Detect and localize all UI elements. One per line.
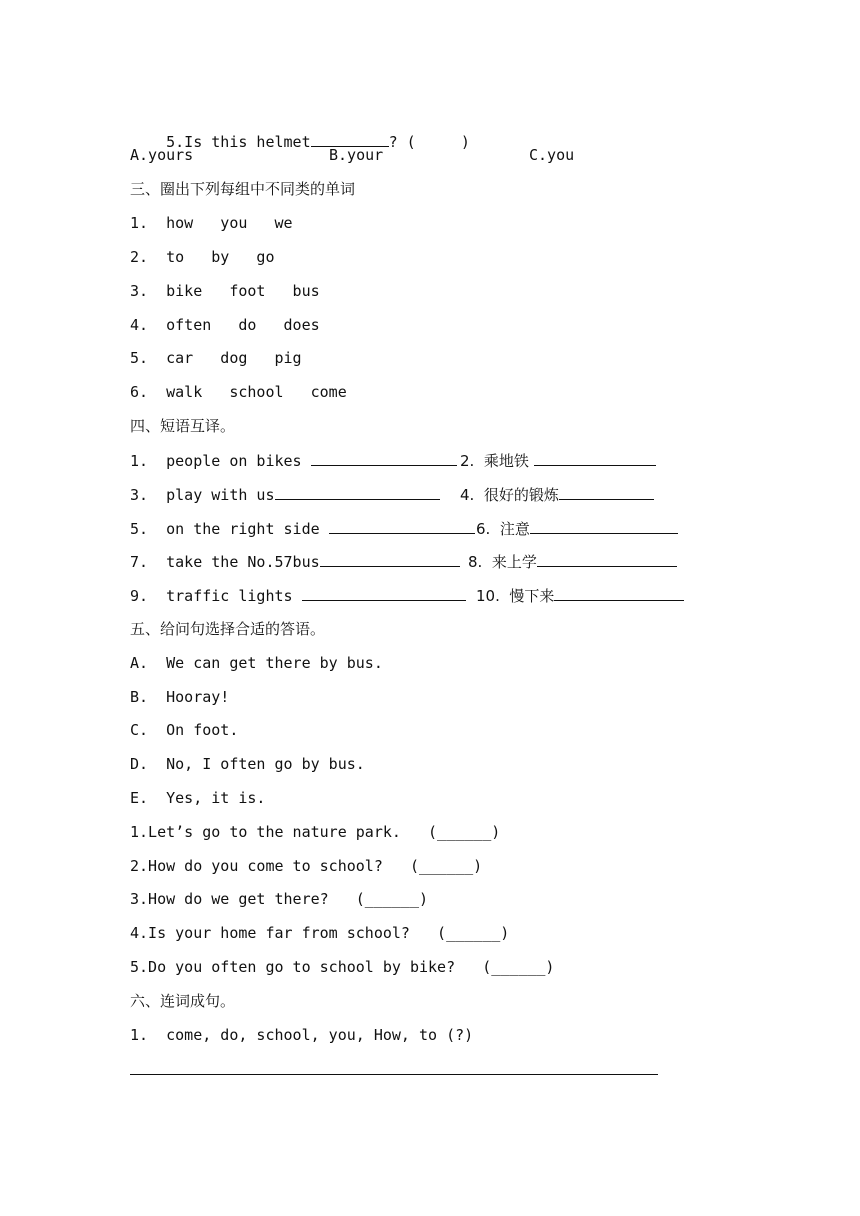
phrase-left: 1. people on bikes (130, 450, 457, 470)
answer-blank[interactable] (329, 518, 475, 534)
section-3-title: 三、圈出下列每组中不同类的单词 (130, 180, 356, 198)
answer-blank[interactable] (320, 551, 460, 567)
option-a: A.yours (130, 146, 194, 164)
question-item: 3.How do we get there? (______) (130, 890, 429, 908)
phrase-right: 6. 注意 (476, 518, 678, 538)
answer-blank[interactable] (311, 450, 457, 466)
phrase-left: 9. traffic lights (130, 585, 466, 605)
answer-option: C. On foot. (130, 721, 239, 739)
option-b: B.your (329, 146, 384, 164)
section-5-title: 五、给问句选择合适的答语。 (130, 620, 326, 638)
question-item: 2.How do you come to school? (______) (130, 857, 483, 875)
option-c: C.you (529, 146, 575, 164)
list-item: 4. often do does (130, 316, 320, 334)
phrase-right: 10. 慢下来 (476, 585, 684, 605)
answer-blank[interactable] (530, 518, 678, 534)
phrase-right: 8. 来上学 (468, 551, 677, 571)
answer-blank[interactable] (554, 585, 684, 601)
list-item: 1. how you we (130, 214, 293, 232)
list-item: 2. to by go (130, 248, 275, 266)
question-item: 5.Do you often go to school by bike? (______) (130, 958, 555, 976)
answer-blank[interactable] (559, 484, 654, 500)
section-6-title: 六、连词成句。 (130, 992, 236, 1010)
question-5-prefix: 5.Is this helmet (166, 133, 311, 151)
question-5 (130, 111, 470, 151)
answer-blank[interactable] (537, 551, 677, 567)
phrase-right: 2. 乘地铁 (460, 450, 656, 470)
section-4-title: 四、短语互译。 (130, 417, 236, 435)
list-item: 1. come, do, school, you, How, to (?) (130, 1026, 474, 1044)
phrase-left: 3. play with us (130, 484, 440, 504)
list-item: 3. bike foot bus (130, 282, 320, 300)
answer-option: A. We can get there by bus. (130, 654, 383, 672)
answer-line[interactable] (130, 1074, 658, 1075)
answer-blank[interactable] (302, 585, 466, 601)
question-item: 1.Let’s go to the nature park. (______) (130, 823, 501, 841)
answer-blank[interactable] (275, 484, 440, 500)
list-item: 6. walk school come (130, 383, 347, 401)
question-item: 4.Is your home far from school? (______) (130, 924, 510, 942)
phrase-left: 7. take the No.57bus (130, 551, 460, 571)
phrase-right: 4. 很好的锻炼 (460, 484, 654, 504)
list-item: 5. car dog pig (130, 349, 302, 367)
answer-option: E. Yes, it is. (130, 789, 266, 807)
question-5-suffix: ? ( ) (388, 133, 470, 151)
answer-blank[interactable] (534, 450, 656, 466)
answer-option: B. Hooray! (130, 688, 230, 706)
phrase-left: 5. on the right side (130, 518, 475, 538)
answer-option: D. No, I often go by bus. (130, 755, 365, 773)
